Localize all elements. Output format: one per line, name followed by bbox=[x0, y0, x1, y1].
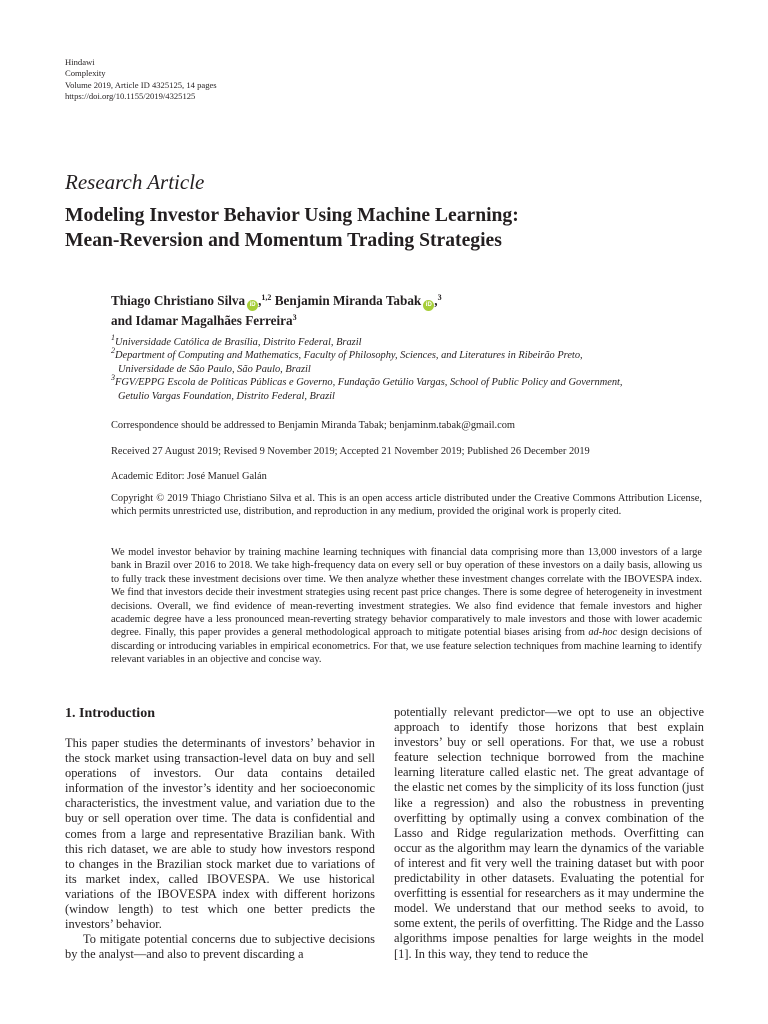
title-line-2: Mean-Reversion and Momentum Trading Strategies bbox=[65, 230, 502, 251]
affiliation-number: 1 bbox=[111, 333, 115, 342]
orcid-icon[interactable]: iD bbox=[423, 300, 434, 311]
journal-header bbox=[65, 57, 217, 103]
author-affiliation-sup: 3 bbox=[437, 293, 442, 302]
volume-line: Volume 2019, Article ID 4325125, 14 pages bbox=[65, 79, 217, 90]
doi-link[interactable]: https://doi.org/10.1155/2019/4325125 bbox=[65, 91, 196, 102]
affiliations bbox=[111, 333, 711, 403]
abstract-text: We model investor behavior by training machine learning techniques with financial data comprising more than 13,000 investors of a large bank in Brazil over 2016 to 2018. We take high-frequency data on every sell or buy operation of these investors on a daily basis, allowing us to fully track these investment decisions over time. We then analyze whether these investment changes correlate with the IBOVESPA index. We find that investors decide their investment strategies using recent past price changes. There is some degree of heterogeneity in investment decisions. Overall, we find evidence of mean-reverting investment strategies. We also find evidence that female investors and higher academic degree have a less pronounced mean-reverting strategy behavior comparatively to male investors and those with lower academic degree. Finally, this paper provides a general methodological approach to mitigate potential biases arising from bbox=[111, 547, 702, 639]
author-affiliation-sup: 1,2 bbox=[261, 293, 272, 302]
affiliation-2-line-1: Department of Computing and Mathematics, Faculty of Philosophy, Sciences, and Literatures in Ribeirão Preto, bbox=[115, 350, 583, 362]
affiliation-3-line-1: FGV/EPPG Escola de Políticas Públicas e Governo, Fundação Getúlio Vargas, School of Public Policy and Government, bbox=[115, 377, 623, 389]
section-heading-introduction: 1. Introduction bbox=[65, 706, 155, 721]
affiliation-3-line-2: Getulio Vargas Foundation, Distrito Federal, Brazil bbox=[118, 390, 335, 402]
affiliation-number: 3 bbox=[111, 373, 115, 383]
body-column-left bbox=[65, 736, 375, 962]
title-line-1: Modeling Investor Behavior Using Machine Learning: bbox=[65, 205, 519, 226]
publication-dates: Received 27 August 2019; Revised 9 November 2019; Accepted 21 November 2019; Published 26 December 2019 bbox=[111, 446, 590, 457]
affiliation-1: Universidade Católica de Brasília, Distrito Federal, Brazil bbox=[115, 337, 362, 348]
abstract bbox=[111, 546, 702, 667]
author-affiliation-sup: 3 bbox=[292, 313, 297, 322]
paragraph: To mitigate potential concerns due to subjective decisions by the analyst—and also to prevent discarding a bbox=[65, 932, 375, 962]
orcid-icon[interactable]: iD bbox=[247, 300, 258, 311]
affiliation-2-line-2: Universidade de São Paulo, São Paulo, Brazil bbox=[118, 363, 311, 375]
correspondence: Correspondence should be addressed to Benjamin Miranda Tabak; benjaminm.tabak@gmail.com bbox=[111, 420, 515, 431]
article-type: Research Article bbox=[65, 170, 205, 194]
journal-name: Complexity bbox=[65, 68, 106, 79]
author-name: and Idamar Magalhães Ferreira bbox=[111, 313, 293, 328]
copyright-text: Copyright © 2019 Thiago Christiano Silva et al. This is an open access article distributed under the Creative Commons Attribution License, which permits unrestricted use, distribution, and reproduction in any medium, provided the original work is properly cited. bbox=[111, 493, 702, 518]
copyright-notice bbox=[111, 492, 702, 519]
author-list: Thiago Christiano Silva iD ,$^{1,2}$ Benjamin Miranda Tabak iD ,$^3$ and Idamar Magalhães Ferreira$^3$ bbox=[111, 293, 442, 328]
academic-editor: Academic Editor: José Manuel Galán bbox=[111, 471, 267, 482]
article-title bbox=[65, 203, 745, 253]
affiliation-number: 2 bbox=[111, 346, 115, 356]
publisher-name: Hindawi bbox=[65, 57, 95, 67]
body-column-right bbox=[394, 705, 704, 962]
abstract-italic: ad-hoc bbox=[588, 627, 618, 639]
paragraph: This paper studies the determinants of investors’ behavior in the stock market using transaction-level data on buy and sell operations of investors. Our data contains detailed information of the investor’s identity and her socioeconomic characteristics, the investment value, and variation due to the buy or sell operation over time. The data is confidential and comes from a large and representative Brazilian bank. With this rich dataset, we are able to study how investors respond to changes in the Brazilian stock market due to variations of its market index, called IBOVESPA. We use historical variations of the IBOVESPA index with different horizons (window length) to test which one better predicts the investors’ behavior. bbox=[65, 736, 375, 932]
author-name: Thiago Christiano Silva bbox=[111, 293, 246, 308]
abstract-text: design decisions of discarding or introducing variables in empirical econometrics. For that, we use feature selection techniques from machine learning to identify relevant variables in an objective and concise way. bbox=[111, 627, 702, 666]
author-name: Benjamin Miranda Tabak bbox=[274, 293, 422, 308]
paragraph: potentially relevant predictor—we opt to use an objective approach to identify those horizons that best explain investors’ buy or sell operations. For that, we use a robust feature selection technique borrowed from the machine learning literature called elastic net. The great advantage of the elastic net comes by the simplicity of its loss function (just like a regression) and also the robustness in preventing overfitting by optimally using a convex combination of the Lasso and Ridge regularization methods. Overfitting can occur as the algorithm may learn the dynamics of the variable of interest and fit very well the training dataset but with poor predictability in other datasets. Evaluating the potential for overfitting is essential for researchers as it may undermine the model. We understand that our method seeks to avoid, to some extent, the perils of overfitting. The Ridge and the Lasso algorithms impose penalties for large weights in the model [1]. In this way, they tend to reduce the bbox=[394, 705, 704, 961]
